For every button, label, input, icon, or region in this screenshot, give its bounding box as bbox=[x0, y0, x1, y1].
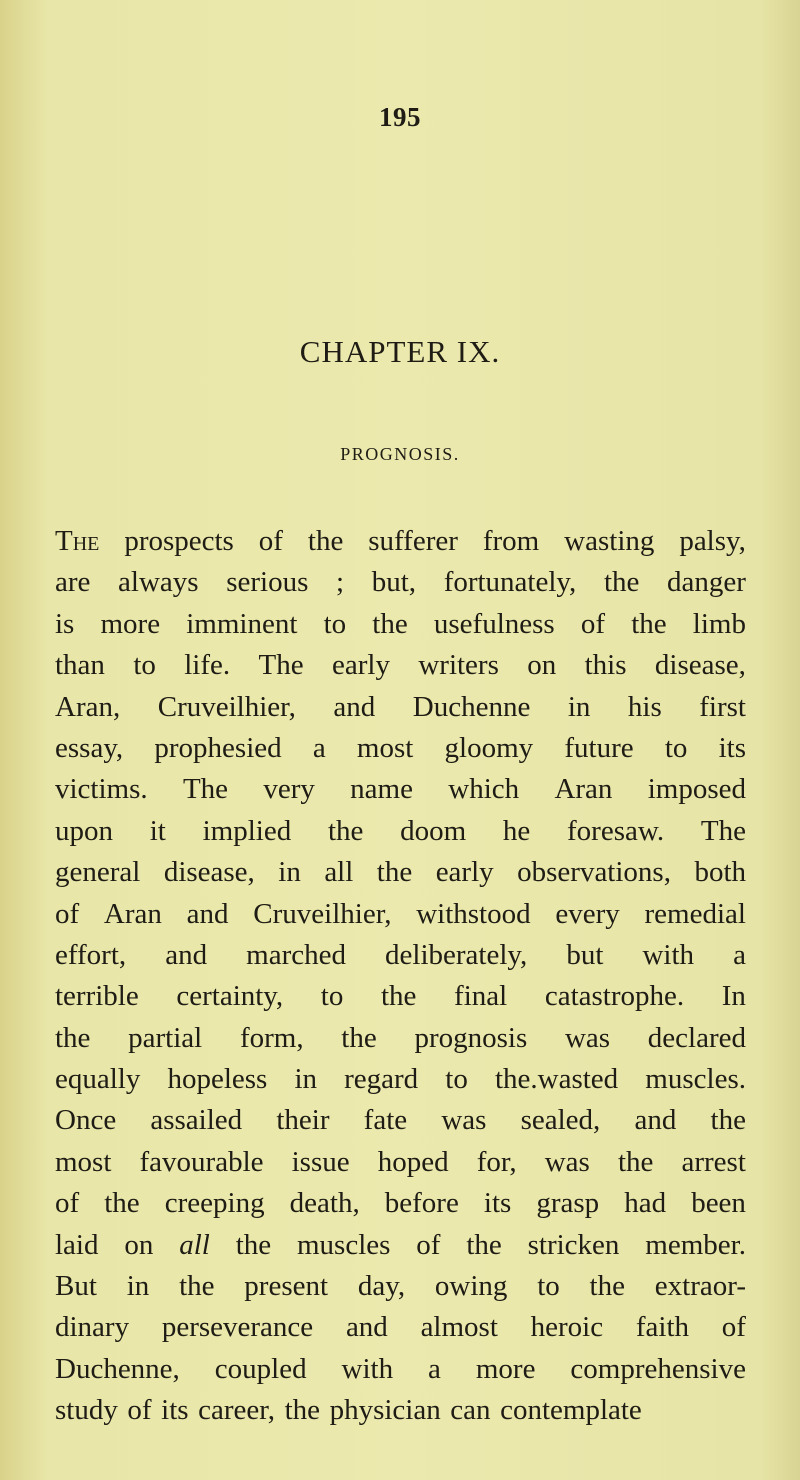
word: to bbox=[537, 1270, 560, 1303]
word: declared bbox=[647, 1021, 746, 1054]
word: But bbox=[55, 1270, 97, 1303]
word: its bbox=[718, 731, 746, 764]
word: The bbox=[700, 814, 746, 847]
chapter-title: CHAPTER IX. bbox=[299, 334, 501, 369]
word: faith bbox=[635, 1311, 690, 1344]
word: the bbox=[376, 856, 413, 889]
word: both bbox=[694, 856, 746, 889]
word: very bbox=[263, 773, 315, 806]
word: death, bbox=[289, 1187, 360, 1220]
word: of bbox=[580, 607, 606, 640]
word: than bbox=[55, 649, 105, 682]
word: the bbox=[710, 1104, 746, 1137]
text-line bbox=[55, 852, 746, 893]
word: imminent bbox=[186, 607, 298, 640]
word: of bbox=[127, 1394, 152, 1427]
word: is bbox=[55, 607, 75, 640]
text-line bbox=[55, 1100, 746, 1141]
word: day, bbox=[357, 1270, 406, 1303]
word: disease, bbox=[654, 649, 746, 682]
word: the bbox=[341, 1021, 377, 1054]
word: gloomy bbox=[444, 731, 534, 764]
word: always bbox=[118, 566, 199, 599]
word: been bbox=[691, 1187, 746, 1220]
word: and bbox=[345, 1311, 388, 1344]
word: prospects bbox=[124, 525, 234, 557]
word: before bbox=[384, 1187, 459, 1220]
word: the bbox=[603, 566, 640, 599]
word: almost bbox=[420, 1311, 498, 1344]
word: Cruveilhier, bbox=[253, 897, 392, 930]
word: to bbox=[133, 649, 156, 682]
word: had bbox=[624, 1187, 667, 1220]
word: coupled bbox=[214, 1352, 307, 1385]
word: form, bbox=[239, 1021, 304, 1054]
word: Aran bbox=[103, 897, 162, 930]
text-line bbox=[55, 1307, 746, 1348]
text-line bbox=[55, 562, 746, 603]
word: catastrophe. bbox=[544, 980, 685, 1013]
word: the bbox=[466, 1228, 502, 1261]
word: contemplate bbox=[500, 1394, 642, 1427]
word: extraor- bbox=[654, 1270, 746, 1303]
word: in bbox=[278, 856, 301, 889]
text-line bbox=[55, 728, 746, 769]
word: victims. bbox=[55, 773, 148, 806]
word: and bbox=[165, 938, 208, 971]
word: the bbox=[55, 1021, 91, 1054]
word: on bbox=[124, 1228, 154, 1261]
text-line bbox=[55, 687, 746, 728]
word: palsy, bbox=[679, 525, 746, 557]
word: marched bbox=[246, 938, 346, 971]
text-line bbox=[55, 1018, 746, 1059]
word: its bbox=[483, 1187, 512, 1220]
word: the bbox=[179, 1270, 215, 1303]
word: of bbox=[55, 1187, 80, 1220]
word: the bbox=[307, 525, 344, 557]
word: sufferer bbox=[368, 525, 458, 557]
word: more bbox=[100, 607, 161, 640]
word: he bbox=[502, 814, 531, 847]
word: The bbox=[55, 525, 100, 557]
word: was bbox=[544, 1145, 590, 1178]
word: withstood bbox=[416, 897, 531, 930]
word: on bbox=[527, 649, 557, 682]
word: the bbox=[327, 814, 364, 847]
word: fortunately, bbox=[443, 566, 577, 599]
word: a bbox=[733, 938, 746, 971]
word: comprehensive bbox=[570, 1352, 746, 1385]
word: danger bbox=[667, 566, 746, 599]
word: Aran bbox=[554, 773, 613, 806]
word: terrible bbox=[55, 980, 139, 1013]
word: owing bbox=[434, 1270, 508, 1303]
word: but, bbox=[371, 566, 417, 599]
word: but bbox=[566, 938, 604, 971]
word: disease, bbox=[163, 856, 255, 889]
word: laid bbox=[55, 1228, 99, 1261]
word: foresaw. bbox=[567, 814, 665, 847]
text-line bbox=[55, 976, 746, 1017]
word: in bbox=[294, 1063, 318, 1096]
word: most bbox=[356, 731, 414, 764]
word: prophesied bbox=[154, 731, 282, 764]
word: the bbox=[235, 1228, 272, 1261]
word: future bbox=[564, 731, 634, 764]
word: the bbox=[589, 1270, 625, 1303]
word: for, bbox=[476, 1145, 517, 1178]
word: their bbox=[276, 1104, 330, 1137]
word: and bbox=[333, 690, 376, 723]
body-text bbox=[55, 521, 746, 1432]
word: writers bbox=[418, 649, 499, 682]
word: present bbox=[244, 1270, 329, 1303]
word: a bbox=[312, 731, 326, 764]
text-line bbox=[55, 1225, 746, 1266]
word: hoped bbox=[377, 1145, 449, 1178]
text-line bbox=[55, 811, 746, 852]
word: The bbox=[182, 773, 229, 806]
word: name bbox=[350, 773, 413, 806]
word: more bbox=[475, 1352, 536, 1385]
word: and bbox=[634, 1104, 677, 1137]
text-line bbox=[55, 604, 746, 645]
word: was bbox=[564, 1021, 611, 1054]
word: essay, bbox=[55, 731, 124, 764]
word: Cruveilhier, bbox=[157, 690, 296, 723]
word: ; bbox=[336, 566, 345, 599]
word: can bbox=[450, 1394, 491, 1427]
word: all bbox=[324, 856, 354, 889]
word: serious bbox=[226, 566, 309, 599]
word: in bbox=[567, 690, 591, 723]
word: to bbox=[323, 607, 347, 640]
word: most bbox=[55, 1145, 112, 1178]
word: from bbox=[482, 525, 540, 557]
word: muscles bbox=[297, 1228, 391, 1261]
word: The bbox=[258, 649, 304, 682]
word: career, bbox=[198, 1394, 275, 1427]
word: remedial bbox=[644, 897, 746, 930]
word: doom bbox=[400, 814, 467, 847]
word: final bbox=[454, 980, 508, 1013]
word: and bbox=[186, 897, 229, 930]
text-line bbox=[55, 1390, 746, 1431]
word: are bbox=[55, 566, 91, 599]
word: partial bbox=[128, 1021, 203, 1054]
word: usefulness bbox=[433, 607, 555, 640]
word: to bbox=[320, 980, 344, 1013]
word: In bbox=[721, 980, 746, 1013]
word: stricken bbox=[527, 1228, 620, 1261]
word: creeping bbox=[164, 1187, 265, 1220]
word: hopeless bbox=[167, 1063, 268, 1096]
page-number: 195 bbox=[379, 102, 421, 132]
word: regard bbox=[344, 1063, 419, 1096]
text-line bbox=[55, 935, 746, 976]
text-line bbox=[55, 645, 746, 686]
word: issue bbox=[291, 1145, 350, 1178]
word: Duchenne, bbox=[55, 1352, 180, 1385]
word: every bbox=[555, 897, 620, 930]
word: the bbox=[380, 980, 417, 1013]
word: effort, bbox=[55, 938, 127, 971]
word: fate bbox=[363, 1104, 408, 1137]
word: the bbox=[284, 1394, 320, 1427]
word: general bbox=[55, 856, 141, 889]
word: limb bbox=[692, 607, 746, 640]
word: this bbox=[584, 649, 627, 682]
text-line bbox=[55, 521, 746, 562]
word: heroic bbox=[530, 1311, 604, 1344]
text-line bbox=[55, 1183, 746, 1224]
word: arrest bbox=[681, 1145, 746, 1178]
word: perseverance bbox=[161, 1311, 314, 1344]
word: dinary bbox=[55, 1311, 130, 1344]
word: certainty, bbox=[176, 980, 284, 1013]
word: which bbox=[448, 773, 520, 806]
text-line bbox=[55, 894, 746, 935]
text-line bbox=[55, 1266, 746, 1307]
word: early bbox=[332, 649, 390, 682]
word: with bbox=[642, 938, 695, 971]
word: the.wasted bbox=[494, 1063, 619, 1096]
word: the bbox=[372, 607, 408, 640]
word: observations, bbox=[517, 856, 671, 889]
word: of bbox=[258, 525, 283, 557]
word: deliberately, bbox=[385, 938, 528, 971]
word: favourable bbox=[139, 1145, 264, 1178]
word: all bbox=[179, 1228, 210, 1261]
word: the bbox=[617, 1145, 654, 1178]
word: equally bbox=[55, 1063, 141, 1096]
word: to bbox=[445, 1063, 468, 1096]
word: the bbox=[104, 1187, 140, 1220]
word: was bbox=[441, 1104, 487, 1137]
word: implied bbox=[202, 814, 292, 847]
word: muscles. bbox=[645, 1063, 746, 1096]
word: his bbox=[627, 690, 662, 723]
text-line bbox=[55, 1142, 746, 1183]
word: sealed, bbox=[520, 1104, 601, 1137]
word: physician bbox=[329, 1394, 441, 1427]
word: prognosis bbox=[414, 1021, 528, 1054]
word: in bbox=[126, 1270, 150, 1303]
word: of bbox=[416, 1228, 441, 1261]
word: Duchenne bbox=[412, 690, 531, 723]
text-line bbox=[55, 1349, 746, 1390]
word: grasp bbox=[536, 1187, 600, 1220]
section-title: PROGNOSIS. bbox=[340, 444, 460, 464]
word: Aran, bbox=[55, 690, 121, 723]
word: with bbox=[341, 1352, 394, 1385]
word: a bbox=[428, 1352, 441, 1385]
word: member. bbox=[645, 1228, 746, 1261]
word: early bbox=[435, 856, 494, 889]
word: assailed bbox=[150, 1104, 243, 1137]
word: Once bbox=[55, 1104, 117, 1137]
word: imposed bbox=[647, 773, 746, 806]
word: it bbox=[149, 814, 166, 847]
word: the bbox=[631, 607, 667, 640]
word: of bbox=[721, 1311, 746, 1344]
word: upon bbox=[55, 814, 113, 847]
text-line bbox=[55, 1059, 746, 1100]
word: wasting bbox=[564, 525, 655, 557]
word: first bbox=[699, 690, 746, 723]
word: its bbox=[161, 1394, 189, 1427]
word: life. bbox=[184, 649, 231, 682]
text-line bbox=[55, 769, 746, 810]
word: study bbox=[55, 1394, 118, 1427]
word: of bbox=[55, 897, 80, 930]
word: to bbox=[664, 731, 688, 764]
